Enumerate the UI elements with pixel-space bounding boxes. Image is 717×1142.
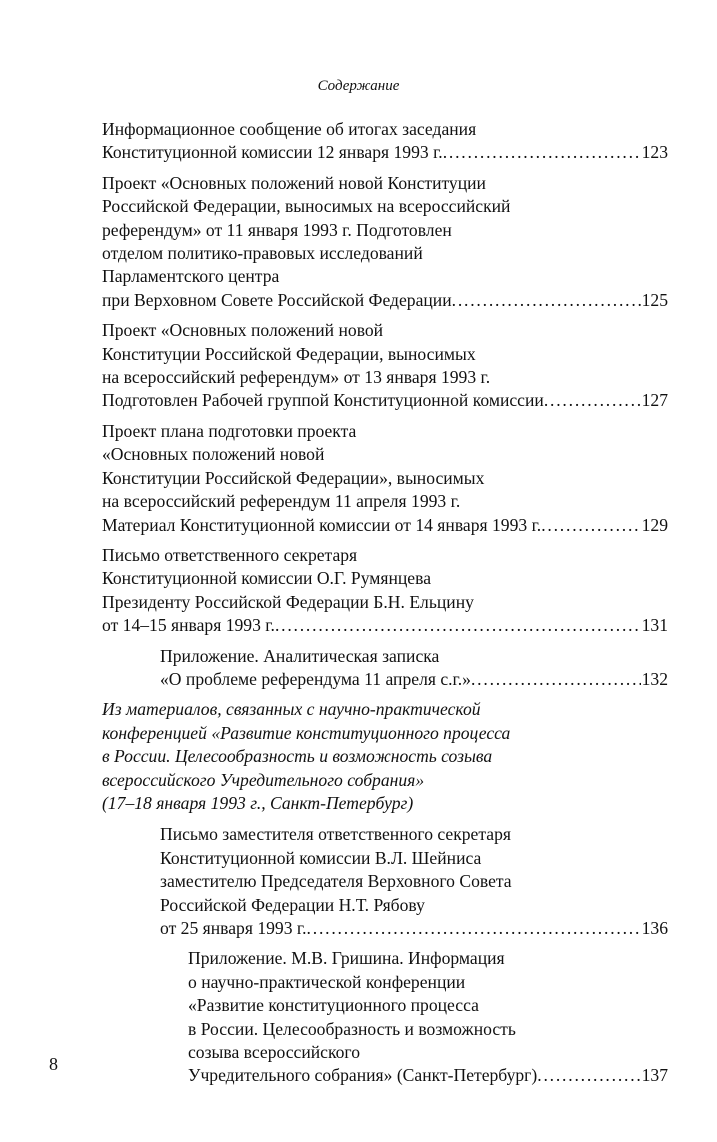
toc-entry-last-line [160,917,668,940]
toc-entry-line: референдум» от 11 января 1993 г. Подготовлен [102,219,452,240]
toc-subentry [160,645,668,692]
toc-entry-line: Приложение. М.В. Гришина. Информация [188,948,505,969]
dot-leader [537,1064,640,1087]
toc-entry-text: при Верховном Совете Российской Федерации [102,289,452,310]
toc-entry-line: «Основных положений новой [102,444,325,465]
toc-page-number: 123 [641,142,668,163]
toc-entry-line: отделом политико-правовых исследований [102,243,423,264]
toc-page-number: 127 [641,390,668,411]
toc-entry-text: от 14–15 января 1993 г. [102,615,275,636]
toc-entry-line: Парламентского центра [102,266,280,287]
toc-page-number: 137 [641,1065,668,1086]
toc-entry-line: о научно-практической конференции [188,971,466,992]
toc-entry-line: «Развитие конституционного процесса [188,995,479,1016]
toc-entry-last-line [102,289,668,312]
toc-page-number: 132 [641,668,668,689]
toc-entry [102,319,668,413]
toc-entry-line: Приложение. Аналитическая записка [160,645,440,666]
toc-entry-line: Проект «Основных положений новой [102,320,384,341]
toc-entry-line: Конституции Российской Федерации», выносимых [102,467,485,488]
section-heading-line: в России. Целесообразность и возможность созыва [102,746,493,767]
toc-entry-text: Конституционной комиссии 12 января 1993 г. [102,142,443,163]
toc-page-number: 131 [641,615,668,636]
section-heading-line: конференцией «Развитие конституционного процесса [102,722,511,743]
dot-leader [307,917,641,940]
toc-entry-text: Учредительного собрания» (Санкт-Петербург) [188,1065,538,1086]
toc-entry-last-line [160,668,668,691]
toc-entry-line: Письмо заместителя ответственного секретаря [160,824,511,845]
page-number: 8 [49,1054,58,1074]
toc-entry-line: Конституционной комиссии В.Л. Шейниса [160,847,482,868]
toc-entry-line: Президенту Российской Федерации Б.Н. Ельцину [102,591,474,612]
toc-entry-line: на всероссийский референдум» от 13 января 1993 г. [102,367,491,388]
toc-entry [102,118,668,165]
running-header: Содержание [317,78,400,94]
toc-section-heading [102,698,668,815]
toc-entry-last-line [102,141,668,164]
toc-entry-line: на всероссийский референдум 11 апреля 1993 г. [102,491,461,512]
toc-entry-line: Конституционной комиссии О.Г. Румянцева [102,568,432,589]
toc-subentry [160,823,668,940]
toc-entry-line: в России. Целесообразность и возможность [188,1018,516,1039]
toc-entry-line: Конституции Российской Федерации, выносимых [102,343,476,364]
toc-page-number: 129 [641,514,668,535]
toc-entry-text: Материал Конституционной комиссии от 14 января 1993 г. [102,514,542,535]
toc-entry-text: от 25 января 1993 г. [160,918,307,938]
toc-entry [102,544,668,638]
toc-entry-last-line [188,1064,668,1087]
section-heading-line: (17–18 января 1993 г., Санкт-Петербург) [102,792,414,813]
dot-leader [443,141,641,164]
dot-leader [544,389,641,412]
toc-subentry [188,947,668,1087]
toc-entry-line: Проект плана подготовки проекта [102,420,357,441]
toc-entry-line: заместителю Председателя Верховного Совета [160,871,512,892]
dot-leader [275,614,641,637]
toc-entry-line: Российской Федерации Н.Т. Рябову [160,894,425,915]
toc-entry-last-line [102,614,668,637]
toc-entry [102,172,668,312]
section-heading-line: Из материалов, связанных с научно-практической [102,699,481,720]
dot-leader [541,514,640,537]
toc-entry-text: «О проблеме референдума 11 апреля с.г.» [160,668,471,689]
toc-entry-last-line [102,514,668,537]
section-heading-line: всероссийского Учредительного собрания» [102,769,425,790]
toc-page-number: 136 [641,918,668,938]
toc-entry-line: Письмо ответственного секретаря [102,544,358,565]
toc-entry-last-line [102,389,668,412]
toc-entry-line: Проект «Основных положений новой Конституции [102,172,486,193]
toc-entry-line: Российской Федерации, выносимых на всероссийский [102,196,511,217]
toc-page-number: 125 [641,289,668,310]
toc-entry-line: Информационное сообщение об итогах заседания [102,119,477,139]
dot-leader [452,289,641,312]
table-of-contents [102,118,668,1095]
toc-entry-line: созыва всероссийского [188,1042,361,1063]
toc-entry-text: Подготовлен Рабочей группой Конституционной комиссии [102,390,544,411]
dot-leader [471,668,641,691]
toc-entry [102,420,668,537]
